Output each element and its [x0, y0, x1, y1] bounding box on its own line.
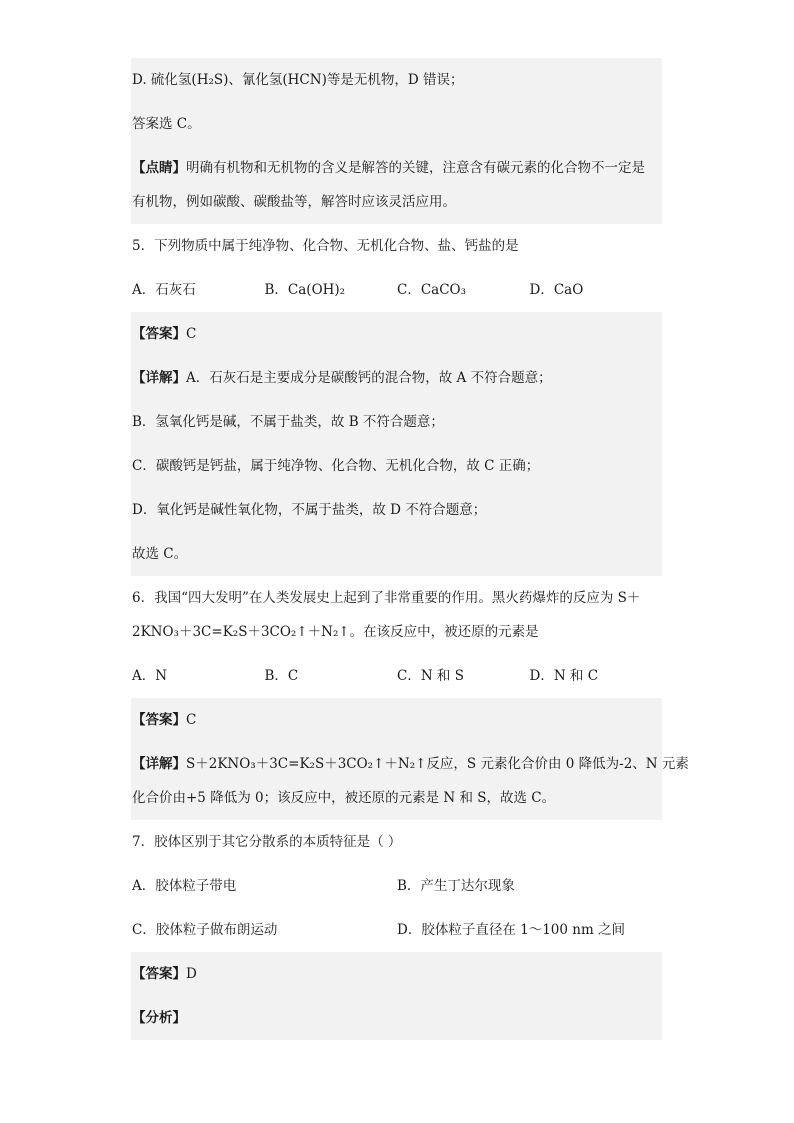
answer-tag: 【答案】 — [132, 326, 186, 342]
detail-text: S＋2KNO₃＋3C=K₂S＋3CO₂↑＋N₂↑反应，S 元素化合价由 0 降低为-2、N 元素 — [186, 756, 689, 772]
document-page — [131, 58, 689, 1040]
answer-tag: 【答案】 — [132, 712, 186, 728]
text-line — [131, 58, 662, 102]
analysis-tag: 【分析】 — [132, 1010, 186, 1026]
question-6 — [131, 576, 662, 654]
option-d: D．CaO — [529, 282, 584, 298]
note-paragraph — [131, 146, 662, 224]
answer-line — [131, 952, 662, 996]
detail-text: 故选 C。 — [132, 546, 188, 562]
detail-line — [131, 356, 662, 400]
text-line — [131, 102, 662, 146]
option-c: C．CaCO₃ — [397, 282, 467, 298]
line-text: D. 硫化氢(H₂S)、氰化氢(HCN)等是无机物，D 错误； — [132, 72, 464, 88]
question-text: 6．我国“四大发明”在人类发展史上起到了非常重要的作用。黑火药爆炸的反应为 S＋ — [132, 590, 641, 606]
option-d: D．胶体粒子直径在 1～100 nm 之间 — [397, 922, 626, 938]
detail-line — [131, 532, 662, 576]
question-7-options-row1 — [131, 864, 662, 908]
option-d: D．N 和 C — [529, 668, 599, 684]
option-a: A．胶体粒子带电 — [132, 878, 237, 894]
detail-text: D．氧化钙是碱性氧化物，不属于盐类，故 D 不符合题意； — [132, 502, 487, 518]
detail-line — [131, 488, 662, 532]
option-b: B．C — [264, 668, 299, 684]
option-b: B．Ca(OH)₂ — [264, 282, 346, 298]
answer-tag: 【答案】 — [132, 966, 186, 982]
question-text: 5．下列物质中属于纯净物、化合物、无机化合物、盐、钙盐的是 — [132, 238, 519, 254]
answer-value: D — [186, 966, 197, 982]
answer-value: C — [186, 326, 197, 342]
answer-line — [131, 698, 662, 742]
note-text: 明确有机物和无机物的含义是解答的关键，注意含有碳元素的化合物不一定是 — [186, 160, 645, 176]
option-a: A．N — [132, 668, 168, 684]
answer-line — [131, 312, 662, 356]
answer-value: C — [186, 712, 197, 728]
detail-text-cont: 化合价由+5 降低为 0；该反应中，被还原的元素是 N 和 S，故选 C。 — [132, 790, 556, 806]
detail-tag: 【详解】 — [132, 756, 186, 772]
detail-text: C．碳酸钙是钙盐，属于纯净物、化合物、无机化合物，故 C 正确； — [132, 458, 540, 474]
option-b: B．产生丁达尔现象 — [397, 878, 515, 894]
option-c: C．胶体粒子做布朗运动 — [132, 922, 278, 938]
question-7 — [131, 820, 662, 864]
analysis-line — [131, 996, 662, 1040]
question-5 — [131, 224, 662, 268]
question-7-options-row2 — [131, 908, 662, 952]
detail-paragraph — [131, 742, 689, 820]
detail-text: A．石灰石是主要成分是碳酸钙的混合物，故 A 不符合题意； — [186, 370, 552, 386]
detail-tag: 【详解】 — [132, 370, 186, 386]
note-text-cont: 有机物，例如碳酸、碳酸盐等，解答时应该灵活应用。 — [132, 194, 456, 210]
question-text: 7．胶体区别于其它分散系的本质特征是（ ） — [132, 834, 402, 850]
note-tag: 【点睛】 — [132, 160, 186, 176]
detail-line — [131, 400, 662, 444]
question-5-options — [131, 268, 662, 312]
option-a: A．石灰石 — [132, 282, 196, 298]
option-c: C．N 和 S — [397, 668, 464, 684]
question-6-options — [131, 654, 662, 698]
detail-line — [131, 444, 662, 488]
question-text-cont: 2KNO₃＋3C=K₂S＋3CO₂↑＋N₂↑。在该反应中，被还原的元素是 — [132, 624, 539, 640]
detail-text: B．氢氧化钙是碱，不属于盐类，故 B 不符合题意； — [132, 414, 444, 430]
line-text: 答案选 C。 — [132, 116, 201, 132]
